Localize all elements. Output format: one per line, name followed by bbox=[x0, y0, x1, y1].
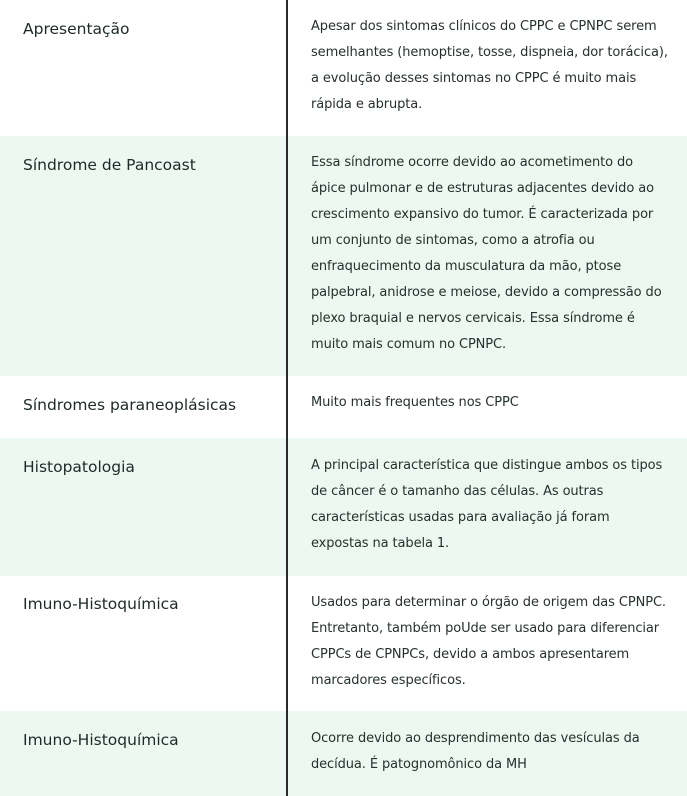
table-row bbox=[0, 438, 687, 576]
row-label: Imuno-Histoquímica bbox=[23, 595, 179, 613]
row-description: Muito mais frequentes nos CPPC bbox=[311, 395, 519, 410]
row-description: Essa síndrome ocorre devido ao acometimento do ápice pulmonar e de estruturas adjacentes devido ao crescimento expansivo do tumor. É caracterizada por um conjunto de sintomas, como a atrofia ou enfraquecimento da musculatura da mão, ptose palpebral, anidrose e meiose, devido a compressão do plexo braquial e nervos cervicais. Essa síndrome é muito mais comum no CPNPC. bbox=[311, 155, 662, 352]
row-description: A principal característica que distingue ambos os tipos de câncer é o tamanho das células. As outras características usadas para avaliação já foram expostas na tabela 1. bbox=[311, 458, 663, 551]
row-description: Apesar dos sintomas clínicos do CPPC e CPNPC serem semelhantes (hemoptise, tosse, dispneia, dor torácica), a evolução desses sintomas no CPPC é muito mais rápida e abrupta. bbox=[311, 19, 668, 112]
row-label: Histopatologia bbox=[23, 458, 135, 476]
column-divider bbox=[286, 0, 288, 796]
table-row bbox=[0, 136, 687, 376]
table-row bbox=[0, 376, 687, 438]
table-row bbox=[0, 711, 687, 796]
table-row bbox=[0, 576, 687, 711]
row-label: Apresentação bbox=[23, 20, 130, 38]
row-description: Ocorre devido ao desprendimento das vesículas da decídua. É patognomônico da MH bbox=[311, 731, 640, 772]
row-label: Imuno-Histoquímica bbox=[23, 731, 179, 749]
row-description: Usados para determinar o órgão de origem das CPNPC. Entretanto, também poUde ser usado para diferenciar CPPCs de CPNPCs, devido a ambos apresentarem marcadores específicos. bbox=[311, 595, 666, 688]
row-label: Síndrome de Pancoast bbox=[23, 156, 196, 174]
table-row bbox=[0, 0, 687, 136]
row-label: Síndromes paraneoplásicas bbox=[23, 396, 237, 414]
